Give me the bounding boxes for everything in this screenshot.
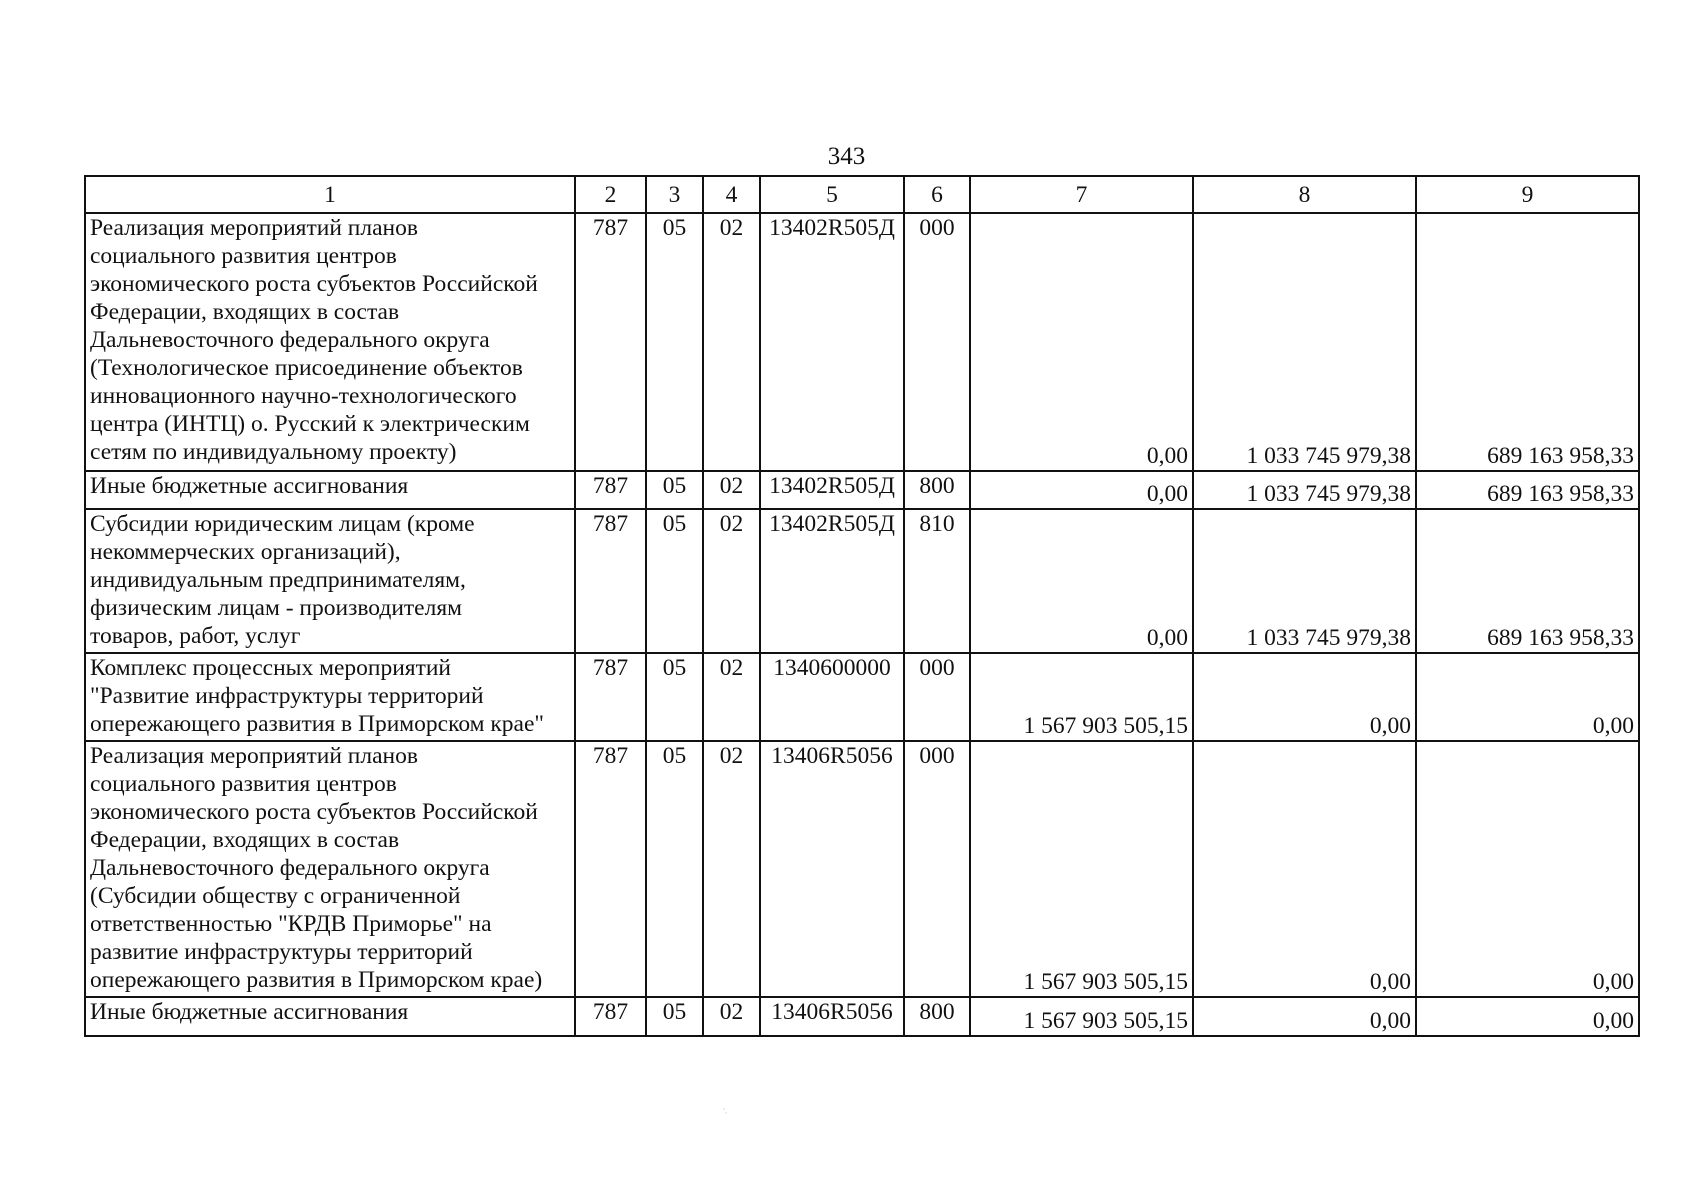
item-name-line: Федерации, входящих в состав	[90, 827, 400, 853]
item-name-cell	[85, 471, 575, 509]
item-name-line: экономического роста субъектов Российской	[90, 799, 538, 825]
item-name-line: (Субсидии обществу с ограниченной	[90, 883, 461, 909]
header-cell: 6	[904, 176, 970, 213]
subsection-code-cell: 02	[703, 653, 760, 741]
item-name-line: экономического роста субъектов Российской	[90, 271, 538, 297]
item-name-line: социального развития центров	[90, 243, 397, 269]
item-name-line: Иные бюджетные ассигнования	[90, 473, 409, 499]
amount-col7-cell: 0,00	[970, 213, 1193, 471]
amount-col7-cell: 0,00	[970, 509, 1193, 653]
table-row	[85, 509, 1639, 653]
subsection-code-cell: 02	[703, 741, 760, 997]
amount-col7-cell: 1 567 903 505,15	[970, 741, 1193, 997]
target-article-cell: 13402R505Д	[760, 213, 904, 471]
target-article-cell: 13402R505Д	[760, 471, 904, 509]
item-name-line: социального развития центров	[90, 771, 397, 797]
item-name-line: Дальневосточного федерального округа	[90, 327, 490, 353]
item-name-cell	[85, 653, 575, 741]
section-code-cell: 05	[646, 213, 703, 471]
item-name-cell	[85, 213, 575, 471]
amount-col9-cell: 0,00	[1416, 741, 1639, 997]
subsection-code-cell: 02	[703, 213, 760, 471]
ministry-code-cell: 787	[575, 997, 646, 1036]
section-code-cell: 05	[646, 997, 703, 1036]
item-name-line: Иные бюджетные ассигнования	[90, 999, 409, 1025]
table-row	[85, 471, 1639, 509]
amount-col9-cell: 689 163 958,33	[1416, 213, 1639, 471]
ministry-code-cell: 787	[575, 471, 646, 509]
target-article-cell: 13406R5056	[760, 997, 904, 1036]
amount-col9-cell: 689 163 958,33	[1416, 509, 1639, 653]
scan-speck	[722, 1107, 728, 1115]
amount-col8-cell: 1 033 745 979,38	[1193, 471, 1416, 509]
expense-type-cell: 000	[904, 741, 970, 997]
amount-col8-cell: 1 033 745 979,38	[1193, 509, 1416, 653]
item-name-line: опережающего развития в Приморском крае"	[90, 711, 544, 737]
item-name-line: центра (ИНТЦ) о. Русский к электрическим	[90, 411, 530, 437]
expense-type-cell: 800	[904, 471, 970, 509]
amount-col7-cell: 1 567 903 505,15	[970, 997, 1193, 1036]
section-code-cell: 05	[646, 741, 703, 997]
header-cell: 7	[970, 176, 1193, 213]
amount-col7-cell: 1 567 903 505,15	[970, 653, 1193, 741]
expense-type-cell: 000	[904, 213, 970, 471]
amount-col7-cell: 0,00	[970, 471, 1193, 509]
header-cell: 1	[85, 176, 575, 213]
item-name-line: некоммерческих организаций),	[90, 539, 401, 565]
item-name-line: "Развитие инфраструктуры территорий	[90, 683, 484, 709]
item-name-cell	[85, 997, 575, 1036]
target-article-cell: 13406R5056	[760, 741, 904, 997]
table-row	[85, 653, 1639, 741]
section-code-cell: 05	[646, 509, 703, 653]
budget-table	[84, 175, 1640, 1037]
item-name-line: сетям по индивидуальному проекту)	[90, 439, 457, 465]
ministry-code-cell: 787	[575, 653, 646, 741]
item-name-line: физическим лицам - производителям	[90, 595, 463, 621]
target-article-cell: 1340600000	[760, 653, 904, 741]
item-name-line: Реализация мероприятий планов	[90, 215, 418, 241]
expense-type-cell: 810	[904, 509, 970, 653]
item-name-line: инновационного научно-технологического	[90, 383, 517, 409]
item-name-cell	[85, 509, 575, 653]
amount-col8-cell: 0,00	[1193, 741, 1416, 997]
expense-type-cell: 800	[904, 997, 970, 1036]
amount-col9-cell: 689 163 958,33	[1416, 471, 1639, 509]
header-row	[85, 176, 1639, 213]
expense-type-cell: 000	[904, 653, 970, 741]
item-name-line: Реализация мероприятий планов	[90, 743, 418, 769]
table-row	[85, 741, 1639, 997]
amount-col9-cell: 0,00	[1416, 997, 1639, 1036]
table-row	[85, 997, 1639, 1036]
subsection-code-cell: 02	[703, 997, 760, 1036]
item-name-line: Комплекс процессных мероприятий	[90, 655, 452, 681]
page-number: 343	[827, 143, 866, 170]
subsection-code-cell: 02	[703, 509, 760, 653]
header-cell: 3	[646, 176, 703, 213]
item-name-line: товаров, работ, услуг	[90, 623, 301, 649]
ministry-code-cell: 787	[575, 509, 646, 653]
amount-col8-cell: 0,00	[1193, 653, 1416, 741]
header-cell: 9	[1416, 176, 1639, 213]
item-name-line: ответственностью "КРДВ Приморье" на	[90, 911, 492, 937]
header-cell: 4	[703, 176, 760, 213]
table-row	[85, 213, 1639, 471]
item-name-line: опережающего развития в Приморском крае)	[90, 967, 543, 993]
header-cell: 8	[1193, 176, 1416, 213]
item-name-line: Федерации, входящих в состав	[90, 299, 400, 325]
subsection-code-cell: 02	[703, 471, 760, 509]
ministry-code-cell: 787	[575, 213, 646, 471]
ministry-code-cell: 787	[575, 741, 646, 997]
amount-col8-cell: 0,00	[1193, 997, 1416, 1036]
item-name-line: индивидуальным предпринимателям,	[90, 567, 466, 593]
amount-col8-cell: 1 033 745 979,38	[1193, 213, 1416, 471]
section-code-cell: 05	[646, 471, 703, 509]
amount-col9-cell: 0,00	[1416, 653, 1639, 741]
section-code-cell: 05	[646, 653, 703, 741]
item-name-line: (Технологическое присоединение объектов	[90, 355, 523, 381]
item-name-line: развитие инфраструктуры территорий	[90, 939, 473, 965]
header-cell: 2	[575, 176, 646, 213]
item-name-line: Дальневосточного федерального округа	[90, 855, 490, 881]
target-article-cell: 13402R505Д	[760, 509, 904, 653]
item-name-cell	[85, 741, 575, 997]
header-cell: 5	[760, 176, 904, 213]
item-name-line: Субсидии юридическим лицам (кроме	[90, 511, 475, 537]
